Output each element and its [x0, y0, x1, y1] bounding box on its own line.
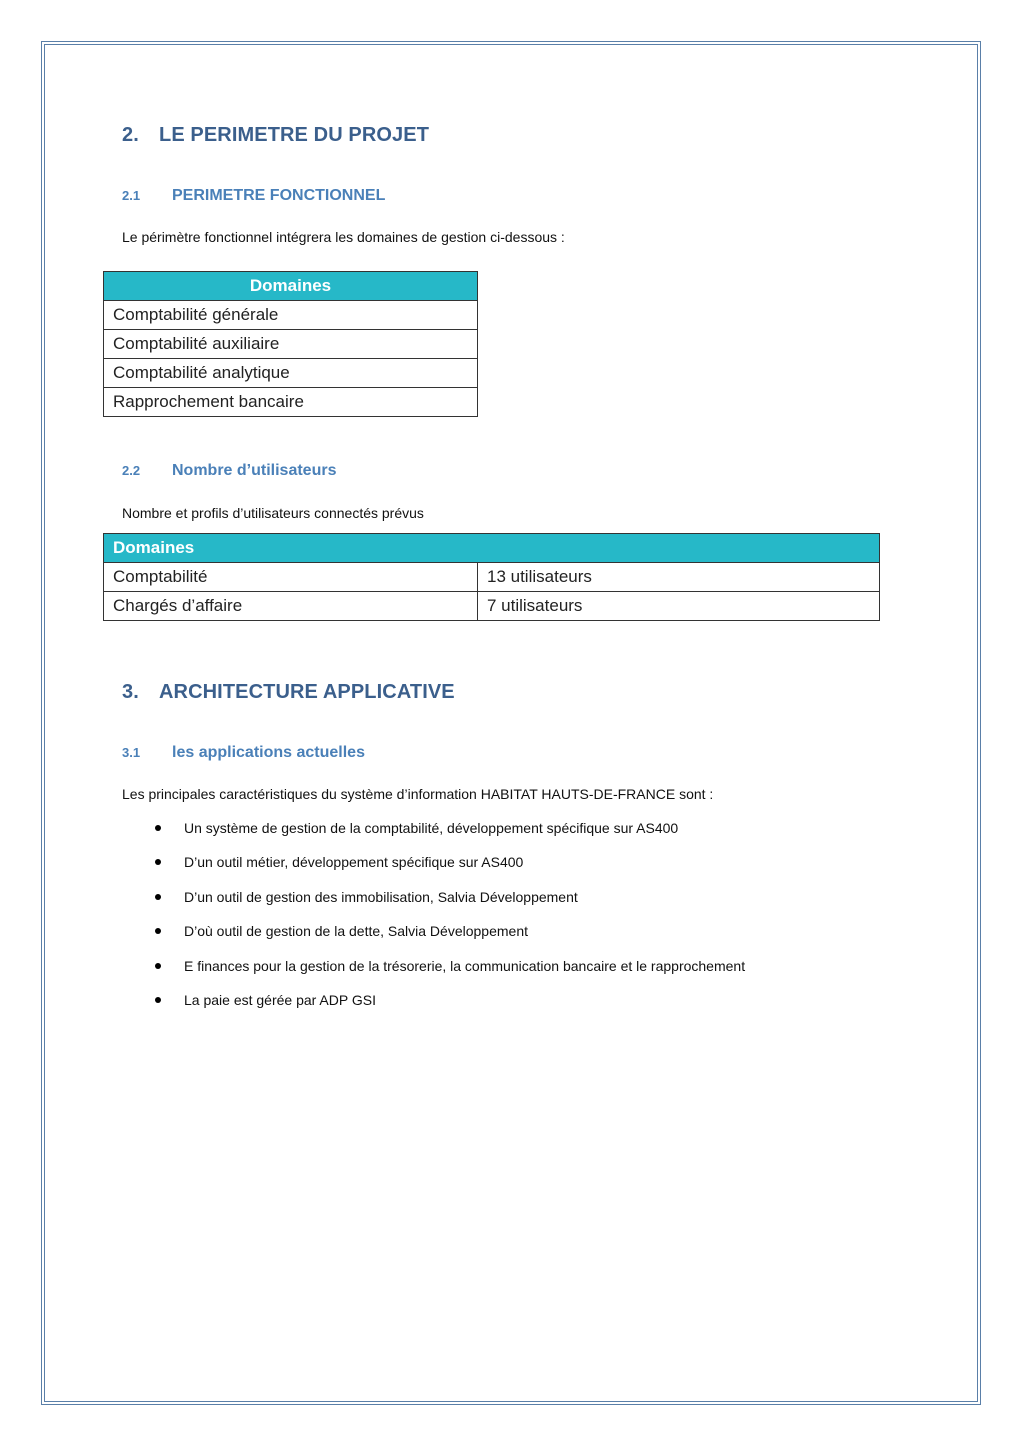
- section-3-1-intro: Les principales caractéristiques du système d’information HABITAT HAUTS-DE-FRANCE sont :: [122, 786, 714, 802]
- users-table: [103, 533, 880, 621]
- table-cell: Comptabilité analytique: [104, 359, 478, 388]
- table-cell-domain: Comptabilité: [104, 563, 478, 592]
- list-item: [122, 956, 745, 990]
- list-item-text: Un système de gestion de la comptabilité, développement spécifique sur AS400: [184, 820, 679, 836]
- section-2-2-heading: [122, 462, 336, 480]
- table-cell: Comptabilité générale: [104, 301, 478, 330]
- section-3-1-heading: [122, 744, 365, 762]
- section-3-1-title: les applications actuelles: [172, 744, 365, 761]
- list-item: [122, 852, 745, 886]
- section-2-1-number: 2.1: [122, 188, 141, 203]
- section-2-2-title: Nombre d’utilisateurs: [172, 462, 337, 479]
- page-border-inner: [44, 44, 978, 1402]
- table-row: [104, 301, 478, 330]
- bullet-icon: [155, 928, 161, 934]
- bullet-icon: [155, 997, 161, 1003]
- section-2-title: LE PERIMETRE DU PROJET: [159, 124, 430, 146]
- table-cell: Comptabilité auxiliaire: [104, 330, 478, 359]
- bullet-icon: [155, 963, 161, 969]
- section-3-heading: [122, 681, 455, 704]
- section-3-1-number: 3.1: [122, 745, 141, 760]
- table-row: [104, 330, 478, 359]
- bullet-icon: [155, 894, 161, 900]
- domains-table: [103, 271, 478, 417]
- table-cell: Rapprochement bancaire: [104, 388, 478, 417]
- list-item: [122, 921, 745, 955]
- list-item-text: D’où outil de gestion de la dette, Salvia Développement: [184, 923, 528, 940]
- table-row: [104, 563, 880, 592]
- table-row: [104, 592, 880, 621]
- section-2-1-intro: Le périmètre fonctionnel intégrera les domaines de gestion ci-dessous :: [122, 229, 565, 245]
- domains-table-header: Domaines: [104, 272, 478, 301]
- table-row: [104, 359, 478, 388]
- list-item-text: D’un outil métier, développement spécifique sur AS400: [184, 854, 524, 871]
- list-item-text: D’un outil de gestion des immobilisation, Salvia Développement: [184, 888, 578, 905]
- table-cell-domain: Chargés d’affaire: [104, 592, 478, 621]
- table-row: [104, 388, 478, 417]
- section-2-2-number: 2.2: [122, 463, 141, 478]
- users-table-header: Domaines: [104, 534, 880, 563]
- table-cell-users: 7 utilisateurs: [478, 592, 880, 621]
- section-3-number: 3.: [122, 681, 139, 703]
- section-3-title: ARCHITECTURE APPLICATIVE: [159, 681, 455, 703]
- bullet-icon: [155, 825, 161, 831]
- section-2-1-heading: [122, 187, 385, 205]
- section-2-heading: [122, 124, 429, 147]
- applications-list: [122, 818, 745, 1024]
- section-2-1-title: PERIMETRE FONCTIONNEL: [172, 187, 386, 204]
- list-item-text: E finances pour la gestion de la trésorerie, la communication bancaire et le rapprochement: [184, 957, 746, 974]
- list-item: [122, 990, 745, 1024]
- section-2-2-intro: Nombre et profils d’utilisateurs connectés prévus: [122, 505, 424, 521]
- table-cell-users: 13 utilisateurs: [478, 563, 880, 592]
- list-item: [122, 887, 745, 921]
- bullet-icon: [155, 859, 161, 865]
- list-item: [122, 818, 745, 852]
- list-item-text: La paie est gérée par ADP GSI: [184, 991, 376, 1008]
- section-2-number: 2.: [122, 124, 139, 146]
